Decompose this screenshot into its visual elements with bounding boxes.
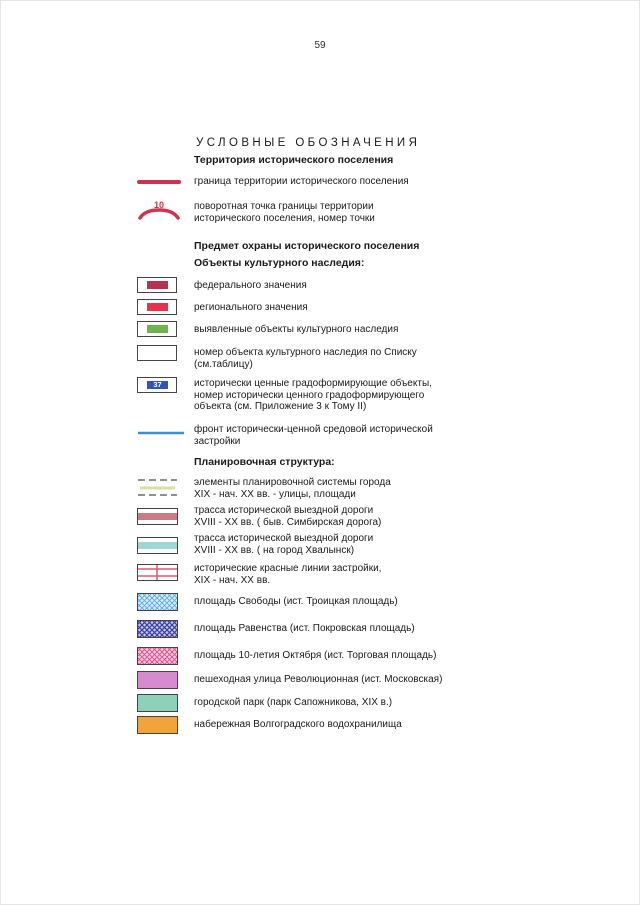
legend-text: площадь Свободы (ист. Троицкая площадь) — [194, 596, 398, 607]
identified-swatch-icon — [137, 321, 177, 337]
city-park-icon — [137, 694, 179, 713]
legend-text: номер объекта культурного наследия по Списку (см.таблицу) — [194, 347, 417, 370]
legend-text: фронт исторически-ценной средовой исторической застройки — [194, 424, 433, 447]
turning-point-number: 10 — [153, 200, 165, 210]
legend-text: федерального значения — [194, 280, 307, 291]
simbirsk-road-icon — [137, 508, 179, 526]
blue-number-badge-icon — [137, 377, 177, 393]
legend-text: исторически ценные градоформирующие объекты, номер исторически ценного градоформирующего объекта (см. Приложение 3 к Тому II) — [194, 378, 432, 412]
legend-text: регионального значения — [194, 302, 308, 313]
blue-front-line-icon — [137, 430, 185, 436]
ravenstva-square-icon — [137, 620, 179, 639]
empty-swatch-icon — [137, 345, 177, 361]
october-square-icon — [137, 647, 179, 666]
legend-text: площадь Равенства (ист. Покровская площадь) — [194, 623, 415, 634]
heading-planning: Планировочная структура: — [194, 456, 335, 468]
pedestrian-street-icon — [137, 671, 179, 690]
legend-text: набережная Волгоградского водохранилища — [194, 719, 402, 730]
regional-swatch-icon — [137, 299, 177, 315]
legend-text: трасса исторической выездной дороги XVIII - XX вв. ( быв. Симбирская дорога) — [194, 505, 382, 528]
subheading-heritage: Объекты культурного наследия: — [194, 257, 365, 269]
dashed-street-icon — [137, 479, 179, 497]
heading-territory: Территория исторического поселения — [194, 154, 394, 166]
red-lines-icon — [137, 564, 179, 582]
legend-text: площадь 10-летия Октября (ист. Торговая площадь) — [194, 650, 437, 661]
legend-text: исторические красные линии застройки, XIX - нач. XX вв. — [194, 563, 382, 586]
embankment-icon — [137, 716, 179, 735]
legend-title: УСЛОВНЫЕ ОБОЗНАЧЕНИЯ — [196, 137, 421, 149]
red-boundary-line-icon — [137, 178, 181, 186]
legend-text: поворотная точка границы территории исторического поселения, номер точки — [194, 201, 375, 224]
legend-text: граница территории исторического поселения — [194, 176, 409, 187]
legend-text: городской парк (парк Сапожникова, XIX в.) — [194, 697, 393, 708]
svobody-square-icon — [137, 593, 179, 612]
federal-swatch-icon — [137, 277, 177, 293]
heading-subject: Предмет охраны исторического поселения — [194, 240, 420, 252]
legend-text: выявленные объекты культурного наследия — [194, 324, 399, 335]
badge-number: 37 — [147, 381, 168, 389]
khvalynsk-road-icon — [137, 537, 179, 555]
legend-text: трасса исторической выездной дороги XVIII - XX вв. ( на город Хвалынск) — [194, 533, 374, 556]
page-number: 59 — [314, 40, 326, 51]
turning-point-icon — [137, 198, 181, 220]
legend-text: элементы планировочной системы города XIX - нач. XX вв. - улицы, площади — [194, 477, 391, 500]
legend-text: пешеходная улица Революционная (ист. Московская) — [194, 674, 443, 685]
